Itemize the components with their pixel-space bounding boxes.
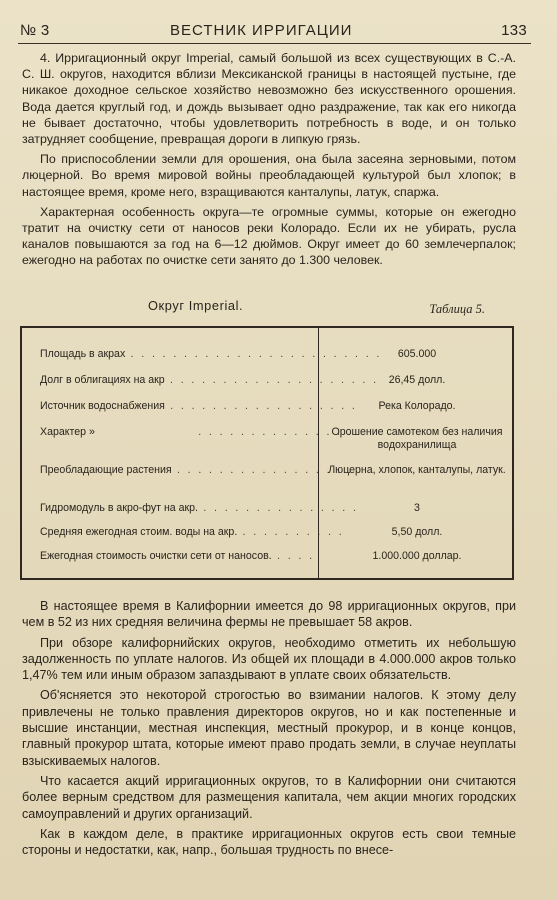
top-text-block [22, 50, 516, 269]
table-number-label: Таблица 5. [429, 302, 485, 316]
header-rule [18, 43, 531, 44]
journal-title: ВЕСТНИК ИРРИГАЦИИ [170, 22, 353, 39]
page-header [20, 22, 527, 42]
paragraph: Как в каждом деле, в практике ирригационных округов есть свои темные стороны и недостатки, как, напр., большая трудность по внесе- [22, 826, 516, 858]
paragraph: При обзоре калифорнийских округов, необходимо отметить их небольшую задолженность по уплате налогов. Из общей их площади в 4.000.000 акров только 1,47% тем или иным образом запаздывают в уплате своих обязательств. [22, 635, 516, 683]
data-table: Площадь в акрах . . . . . . . . . . . . . . . . . . . . . . . . 605.000 Долг в облигациях на акр . . . . . . . . . . . . . . . . . . . . 26,45 долл. Источник водоснабжения . . . . . . . . . . . . . . . . . . Река Колорадо. Характер » . . . . . . . . . . . . . . . Орошение самотеком без наличия водохранилища Преобладающие растения . . . . . . . . . . . . . . . . . Люцерна, хлопок, канталупы, латук. Гидромодуль в акро-фут на акр. . . . . . . . . . . . . . . . 3 Средняя ежегодная стоим. воды на акр. . . . . . . . . . . 5,50 долл. Ежегодная стоимость очистки сети от наносов. . . . . 1.000.000 доллар. [20, 326, 514, 580]
paragraph: По приспособлении земли для орошения, она была засеяна зерновыми, потом люцерной. Во время мировой войны преобладающей культурой был хлопок; в настоящее время, кроме него, взращиваются канталупы, латук, спаржа. [22, 152, 516, 199]
paragraph: Что касается акций ирригационных округов, то в Калифорнии они считаются более верным средством для размещения капитала, чем акции многих городских самоуправлений и других организаций. [22, 773, 516, 821]
column-divider [318, 328, 319, 578]
paragraph: Об'ясняется это некоторой строгостью во взимании налогов. К этому делу привлечены не только правления директоров округов, но и как постепенные и высшие инстанции, местная инспекция, местный прокурор, и в конце концов, главный прокурор штата, которые имеют право продать земли, в случае неуплаты взыскиваемых налогов. [22, 688, 516, 768]
bottom-text-block [22, 598, 516, 858]
table-caption: Округ Imperial. [148, 298, 244, 313]
paragraph: В настоящее время в Калифорнии имеется до 98 ирригационных округов, при чем в 52 из них средняя величина фермы не превышает 58 акров. [22, 599, 516, 630]
paragraph: Характерная особенность округа—те огромные суммы, которые он ежегодно тратит на очистку сети от наносов реки Колорадо. Если их не убирать, русла каналов повышаются за год на 6—12 дюймов. Округ имеет до 60 землечерпалок; ежегодно на работах по очистке сети занято до 1.300 человек. [22, 204, 516, 268]
paragraph: 4. Ирригационный округ Imperial, самый большой из всех существующих в С.-А. С. Ш. округов, находится вблизи Мексиканской границы в настоящей пустыне, где никакое доходное сельское хозяйство невозможно без искусственного орошения. Вода дается круглый год, и дождь вызывает одно раздражение, так как его никогда не бывает достаточно, чтобы удовлетворить потребность в воде, и он только затрудняет сообщение, превращая дороги в липкую грязь. [22, 51, 516, 147]
page-number: 133 [501, 22, 527, 39]
issue-number: № 3 [20, 22, 50, 39]
